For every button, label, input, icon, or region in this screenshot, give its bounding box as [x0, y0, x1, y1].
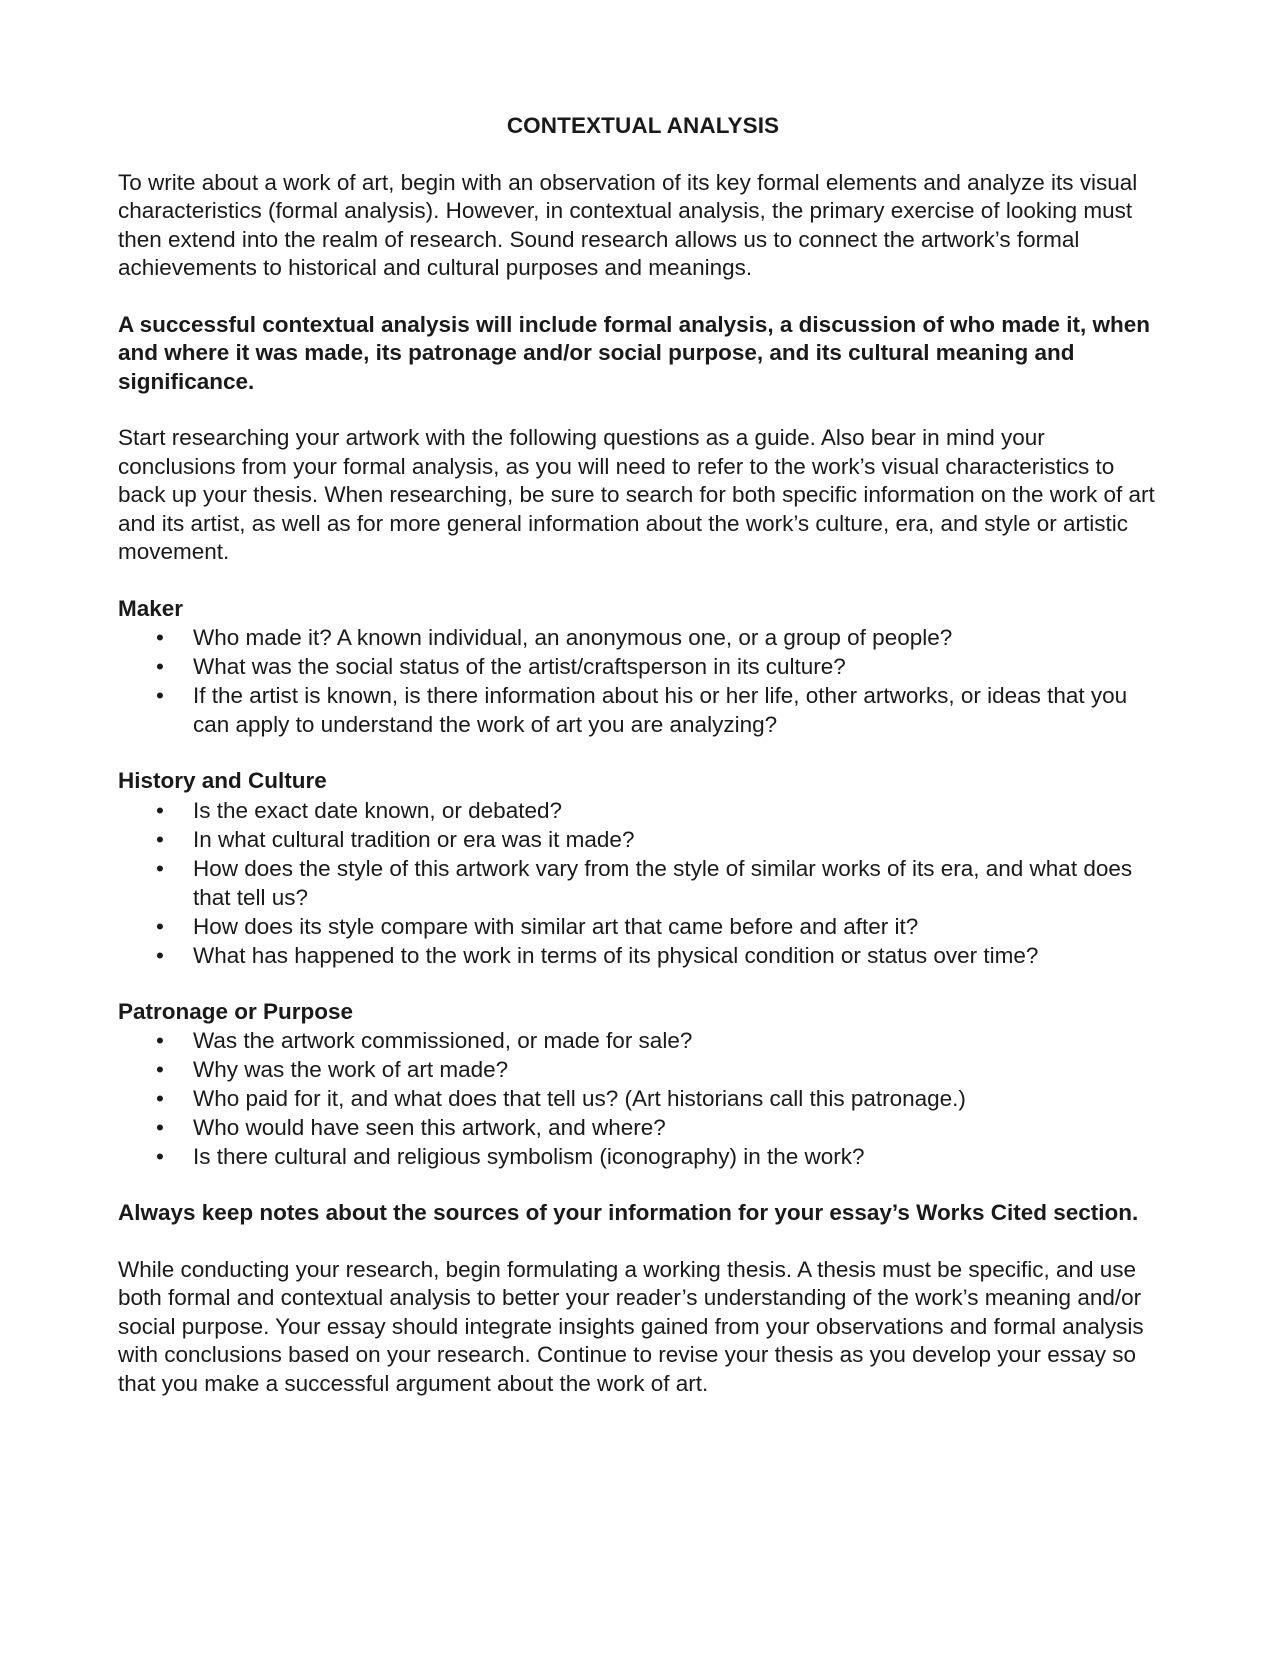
list-item-text: What has happened to the work in terms of its physical condition or status over time?: [193, 942, 1039, 968]
list-item-text: Is there cultural and religious symbolism (iconography) in the work?: [193, 1144, 865, 1169]
emphasis-paragraph: A successful contextual analysis will include formal analysis, a discussion of who made it, when and where it was made, its patronage and/or social purpose, and its cultural meaning and significance.: [118, 311, 1150, 394]
bullet-icon: •: [156, 654, 164, 679]
list-item: [118, 796, 1168, 825]
bullet-icon: •: [156, 797, 164, 823]
bullet-icon: •: [156, 1115, 164, 1140]
list-item-text: Is the exact date known, or debated?: [193, 797, 562, 823]
bullet-icon: •: [156, 826, 164, 852]
page-title: CONTEXTUAL ANALYSIS: [506, 113, 780, 138]
bullet-icon: •: [156, 1144, 164, 1169]
bullet-icon: •: [156, 913, 164, 939]
list-item-text: How does the style of this artwork vary from the style of similar works of its era, and what does that tell us?: [193, 855, 1133, 910]
list-item: [118, 854, 1168, 912]
sources-note: Always keep notes about the sources of your information for your essay’s Works Cited section.: [118, 1200, 1139, 1225]
document-page: [118, 112, 1168, 1426]
list-item: [118, 912, 1168, 941]
list-item-text: How does its style compare with similar art that came before and after it?: [193, 913, 919, 939]
list-item-text: Who made it? A known individual, an anonymous one, or a group of people?: [193, 625, 953, 650]
bullet-icon: •: [156, 625, 164, 650]
section-heading: Maker: [118, 595, 184, 621]
list-item: [118, 1113, 1168, 1142]
list-item: [118, 825, 1168, 854]
question-list: [118, 623, 1168, 739]
question-list: [118, 796, 1168, 970]
list-item: [118, 623, 1168, 652]
list-item: [118, 1142, 1168, 1171]
list-item-text: If the artist is known, is there information about his or her life, other artworks, or ideas that you can apply to understand the work of art you are analyzing?: [193, 683, 1128, 737]
list-item: [118, 941, 1168, 970]
list-item: [118, 1026, 1168, 1055]
section-history-culture: [118, 767, 1168, 970]
bullet-icon: •: [156, 1028, 164, 1053]
list-item-text: What was the social status of the artist/craftsperson in its culture?: [193, 654, 846, 679]
bullet-icon: •: [156, 855, 164, 881]
bullet-icon: •: [156, 1057, 164, 1082]
section-maker: [118, 595, 1168, 740]
list-item: [118, 1055, 1168, 1084]
intro-paragraph: To write about a work of art, begin with an observation of its key formal elements and analyze its visual characteristics (formal analysis). However, in contextual analysis, the primary exercise of looking must then extend into the realm of research. Sound research allows us to connect the artwork’s formal achievements to historical and cultural purposes and meanings.: [118, 169, 1138, 280]
list-item-text: Was the artwork commissioned, or made for sale?: [193, 1028, 693, 1053]
bullet-icon: •: [156, 683, 164, 708]
list-item-text: Who paid for it, and what does that tell us? (Art historians call this patronage.): [193, 1086, 966, 1111]
list-item: [118, 681, 1168, 739]
bullet-icon: •: [156, 942, 164, 968]
section-patronage-purpose: [118, 998, 1168, 1172]
section-heading: History and Culture: [118, 768, 327, 793]
list-item-text: Who would have seen this artwork, and where?: [193, 1115, 666, 1140]
section-heading: Patronage or Purpose: [118, 998, 354, 1024]
list-item: [118, 1084, 1168, 1113]
list-item-text: In what cultural tradition or era was it made?: [193, 826, 635, 852]
start-paragraph: Start researching your artwork with the following questions as a guide. Also bear in mind your conclusions from your formal analysis, as you will need to refer to the work’s visual characteristics to back up your thesis. When researching, be sure to search for both specific information on the work of art and its artist, as well as for more general information about the work’s culture, era, and style or artistic movement.: [118, 425, 1155, 564]
list-item: [118, 652, 1168, 681]
closing-paragraph: While conducting your research, begin formulating a working thesis. A thesis must be specific, and use both formal and contextual analysis to better your reader’s understanding of the work’s meaning and/or social purpose. Your essay should integrate insights gained from your observations and formal analysis with conclusions based on your research. Continue to revise your thesis as you develop your essay so that you make a successful argument about the work of art.: [118, 1256, 1144, 1396]
bullet-icon: •: [156, 1086, 164, 1111]
list-item-text: Why was the work of art made?: [193, 1057, 509, 1082]
question-list: [118, 1026, 1168, 1171]
